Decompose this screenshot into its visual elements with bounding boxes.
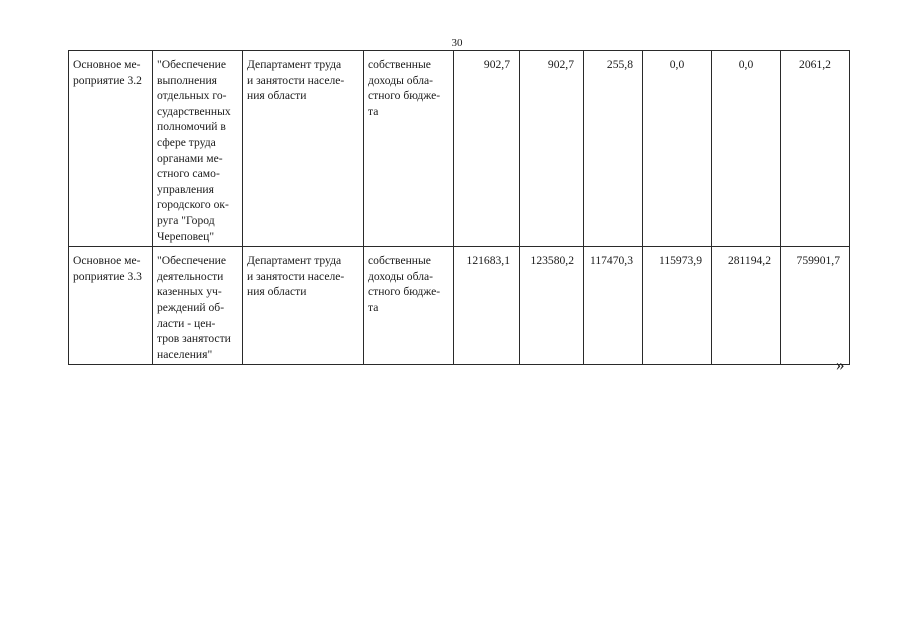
value-cell: 2061,2 <box>781 51 850 247</box>
title-cell <box>153 247 243 365</box>
value-cell: 0,0 <box>712 51 781 247</box>
value-cell: 281194,2 <box>712 247 781 365</box>
source-cell <box>364 247 454 365</box>
value-cell: 0,0 <box>643 51 712 247</box>
value-cell: 115973,9 <box>643 247 712 365</box>
executor-cell <box>243 247 364 365</box>
budget-table <box>68 50 850 365</box>
value-cell: 123580,2 <box>520 247 584 365</box>
table-row <box>69 51 850 247</box>
value-cell: 902,7 <box>520 51 584 247</box>
measure-cell <box>69 51 153 247</box>
executor-cell <box>243 51 364 247</box>
title-text: "Обеспечение выполнения отдельных го- сударственных полномочий в сфере труда органами ме- стного само- управления городского ок- руга "Город Череповец" <box>157 58 231 243</box>
page-number: 30 <box>451 37 463 49</box>
source-text: собственные доходы обла- стного бюдже- та <box>368 254 441 314</box>
title-cell <box>153 51 243 247</box>
measure-cell <box>69 247 153 365</box>
table-row <box>69 247 850 365</box>
value-cell: 255,8 <box>584 51 643 247</box>
source-cell <box>364 51 454 247</box>
value-cell: 117470,3 <box>584 247 643 365</box>
executor-text: Департамент труда и занятости населе- ния области <box>247 58 345 103</box>
value-cell: 759901,7 <box>781 247 850 365</box>
executor-text: Департамент труда и занятости населе- ния области <box>247 254 345 299</box>
title-text: "Обеспечение деятельности казенных уч- реждений об- ласти - цен- тров занятости населения" <box>157 254 231 361</box>
measure-text: Основное ме- роприятие 3.2 <box>73 58 142 87</box>
measure-text: Основное ме- роприятие 3.3 <box>73 254 142 283</box>
value-cell: 121683,1 <box>454 247 520 365</box>
source-text: собственные доходы обла- стного бюдже- та <box>368 58 441 118</box>
value-cell: 902,7 <box>454 51 520 247</box>
closing-quote-mark: » <box>836 355 845 374</box>
